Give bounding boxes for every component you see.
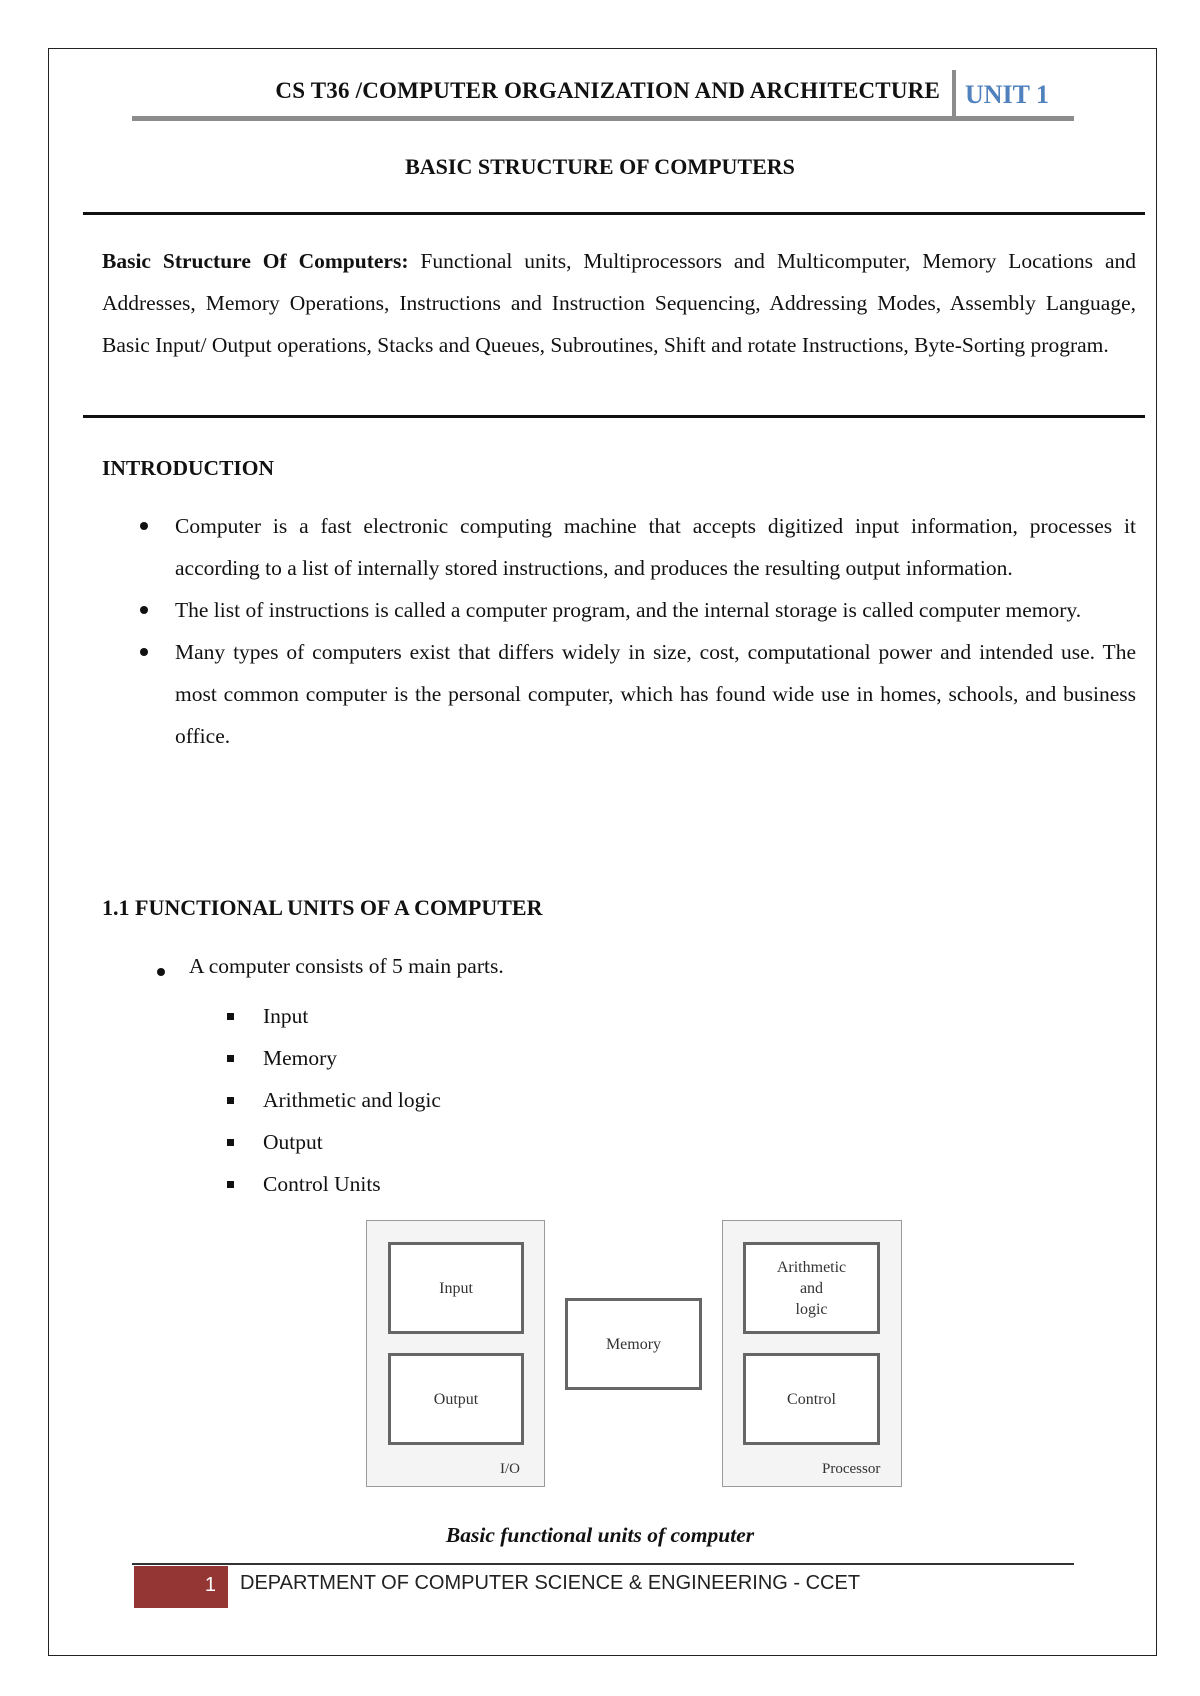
part-label: Arithmetic and logic (263, 1088, 441, 1112)
list-item (227, 995, 441, 1037)
input-box: Input (388, 1242, 524, 1334)
memory-box: Memory (565, 1298, 702, 1390)
topics-summary (102, 240, 1136, 366)
alu-label-line: logic (795, 1300, 828, 1318)
header-rule (132, 116, 1074, 121)
figure-caption: Basic functional units of computer (445, 1523, 755, 1547)
introduction-heading: INTRODUCTION (102, 456, 275, 480)
list-item (227, 1079, 441, 1121)
list-item (227, 1163, 441, 1205)
bullet-icon (157, 968, 165, 976)
section-title: BASIC STRUCTURE OF COMPUTERS (405, 154, 795, 179)
functional-units-lead (157, 954, 504, 979)
parts-list (227, 995, 441, 1205)
summary-bottom-rule (83, 415, 1145, 418)
alu-box (743, 1242, 880, 1334)
part-label: Input (263, 1004, 309, 1028)
bullet-icon (140, 606, 148, 614)
output-box: Output (388, 1353, 524, 1445)
list-item (102, 631, 1136, 757)
bullet-text: The list of instructions is called a computer program, and the internal storage is called computer memory. (175, 598, 1082, 622)
alu-label-line: and (799, 1279, 824, 1297)
summary-text: Functional units, Multiprocessors and Multicomputer, Memory Locations and Addresses, Memory Operations, Instructions and Instruction Sequencing, Addressing Modes, Assembly Language, Basic Input/ Output operations, Stacks and Queues, Subroutines, Shift and rotate Instructions, Byte-Sorting program. (102, 249, 1136, 357)
part-label: Output (263, 1130, 323, 1154)
part-label: Control Units (263, 1172, 381, 1196)
lead-text: A computer consists of 5 main parts. (189, 954, 504, 978)
square-bullet-icon (227, 1181, 234, 1188)
control-box: Control (743, 1353, 880, 1445)
list-item (102, 505, 1136, 589)
list-item (102, 589, 1136, 631)
summary-top-rule (83, 212, 1145, 215)
bullet-text: Computer is a fast electronic computing machine that accepts digitized input information, processes it according to a list of internally stored instructions, and produces the resulting output information. (175, 514, 1136, 580)
square-bullet-icon (227, 1139, 234, 1146)
bullet-icon (140, 648, 148, 656)
course-title: CS T36 /COMPUTER ORGANIZATION AND ARCHITECTURE (275, 78, 940, 103)
summary-lead: Basic Structure Of Computers: (102, 249, 409, 273)
page-number: 1 (204, 1574, 216, 1596)
alu-label-line: Arithmetic (776, 1258, 847, 1276)
square-bullet-icon (227, 1013, 234, 1020)
header-separator (952, 70, 956, 120)
part-label: Memory (263, 1046, 338, 1070)
square-bullet-icon (227, 1055, 234, 1062)
square-bullet-icon (227, 1097, 234, 1104)
footer-rule (132, 1563, 1074, 1565)
bullet-icon (140, 522, 148, 530)
list-item (227, 1121, 441, 1163)
functional-units-heading: 1.1 FUNCTIONAL UNITS OF A COMPUTER (102, 895, 543, 920)
unit-label: UNIT 1 (965, 80, 1050, 109)
introduction-list (102, 505, 1136, 757)
processor-group-label: Processor (822, 1461, 881, 1477)
footer-department: DEPARTMENT OF COMPUTER SCIENCE & ENGINEERING - CCET (240, 1572, 861, 1594)
io-group-label: I/O (500, 1461, 520, 1477)
bullet-text: Many types of computers exist that differs widely in size, cost, computational power and intended use. The most common computer is the personal computer, which has found wide use in homes, schools, and business office. (175, 640, 1136, 748)
list-item (227, 1037, 441, 1079)
